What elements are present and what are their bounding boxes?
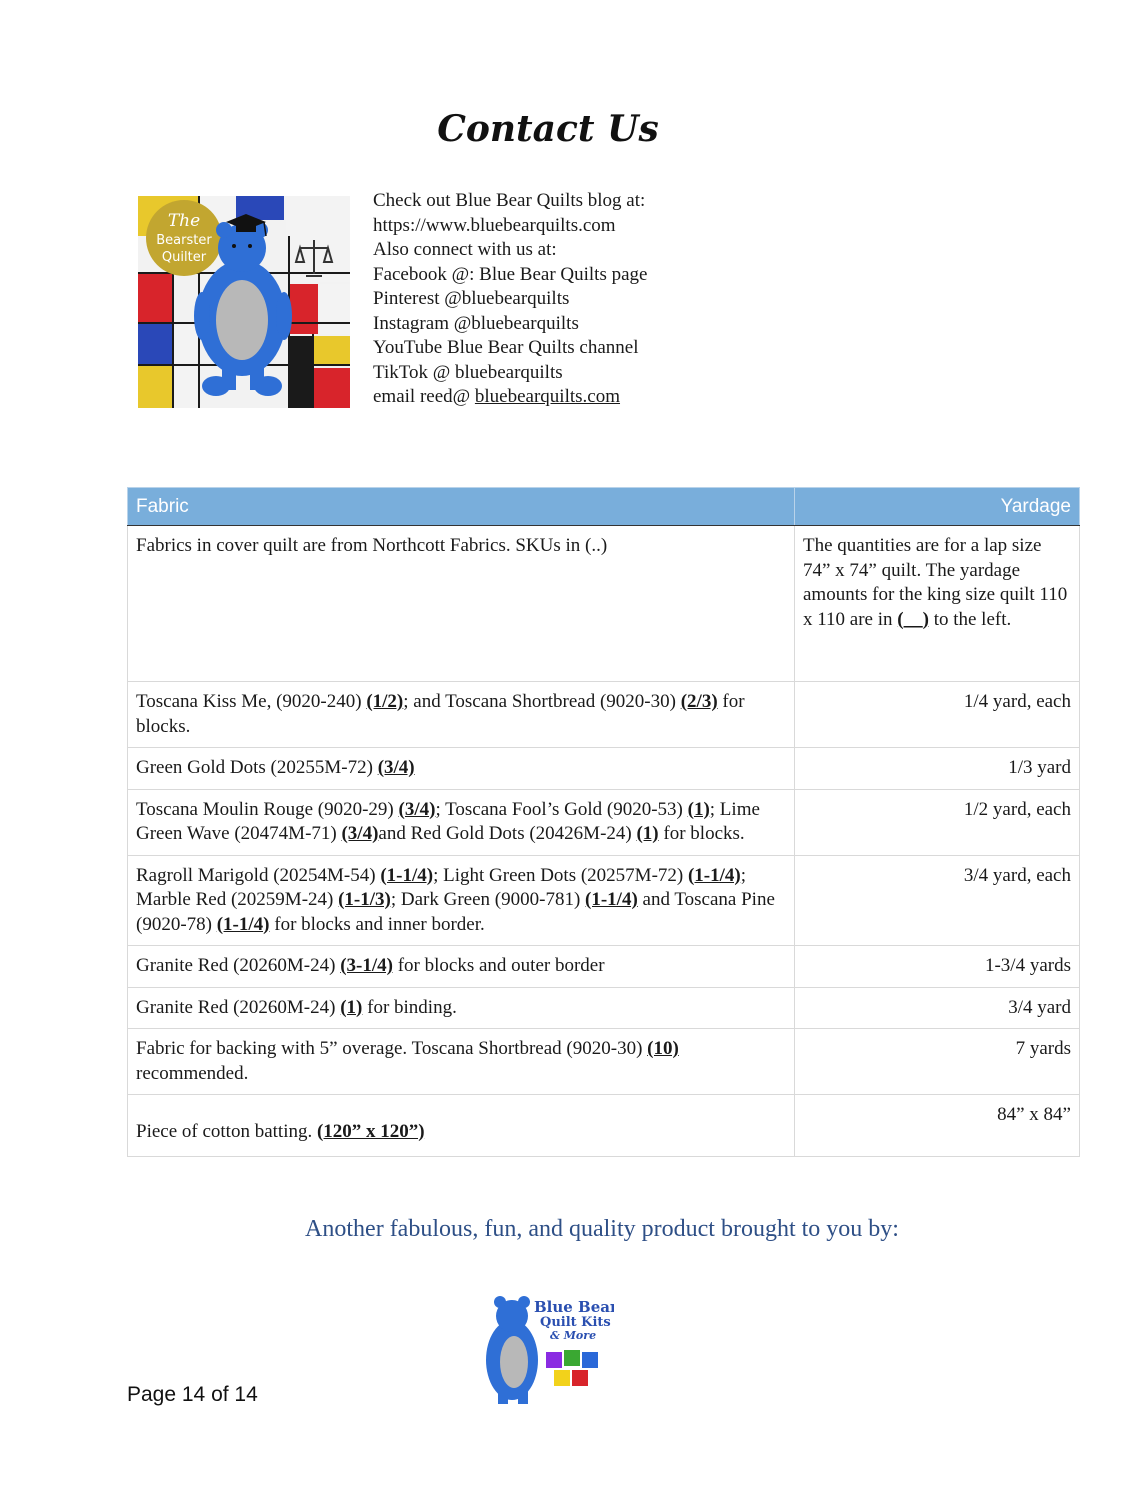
badge-line1: The xyxy=(167,211,201,231)
fabric-text: Toscana Kiss Me, (9020-240) xyxy=(136,691,367,712)
intro-yardage-a: The quantities are for a lap size 74” x 74” quilt. The yardage amounts for the king size quilt 110 x 110 are in xyxy=(803,535,1068,630)
fabric-text: Toscana Moulin Rouge (9020-29) xyxy=(136,798,399,820)
batting-yardage-cell: 84” x 84” xyxy=(795,1095,1080,1157)
badge-line3: Quilter xyxy=(161,250,207,265)
fabric-king-qty: (3/4) xyxy=(341,823,379,844)
fabric-king-qty: (10) xyxy=(647,1038,679,1059)
fabric-king-qty: (1-1/4) xyxy=(216,913,270,935)
table-row-batting xyxy=(128,1095,1080,1157)
intro-yardage-b: (__) xyxy=(897,608,929,630)
fabric-cell xyxy=(128,1029,795,1095)
fabric-text: Granite Red (20260M-24) xyxy=(136,955,341,976)
fabric-king-qty: (1-1/4) xyxy=(687,864,741,886)
fabric-yardage-table xyxy=(127,487,1080,1157)
yardage-cell: 1/2 yard, each xyxy=(795,789,1080,855)
contact-blog-line: Check out Blue Bear Quilts blog at: xyxy=(373,190,646,211)
table-row xyxy=(128,987,1080,1029)
table-row xyxy=(128,789,1080,855)
email-prefix: email reed@ xyxy=(373,386,475,407)
fabric-king-qty: (1-1/4) xyxy=(380,864,434,886)
cubes-icon xyxy=(546,1350,598,1386)
fabric-cell xyxy=(128,987,795,1029)
blue-bear-quilt-kits-logo xyxy=(484,1294,614,1406)
contact-youtube: YouTube Blue Bear Quilts channel xyxy=(373,337,639,358)
contact-info xyxy=(373,189,647,410)
fabric-text: and Red Gold Dots (20426M-24) xyxy=(378,823,637,844)
fabric-text: Fabric for backing with 5” overage. Toscana Shortbread (9020-30) xyxy=(136,1038,648,1059)
logo-line1: Blue Bear xyxy=(534,1298,614,1316)
fabric-text: Granite Red (20260M-24) xyxy=(136,996,341,1018)
contact-instagram: Instagram @bluebearquilts xyxy=(373,312,579,334)
contact-tiktok: TikTok @ bluebearquilts xyxy=(373,361,563,383)
fabric-king-qty: (1-1/4) xyxy=(585,889,638,910)
table-row xyxy=(128,748,1080,790)
yardage-cell: 1/4 yard, each xyxy=(795,682,1080,748)
intro-fabric-cell: Fabrics in cover quilt are from Northcott Fabrics. SKUs in (..) xyxy=(128,526,795,682)
fabric-text: Ragroll Marigold (20254M-54) xyxy=(136,864,381,886)
table-row xyxy=(128,682,1080,748)
fabric-king-qty: (1/2) xyxy=(366,691,404,712)
fabric-cell xyxy=(128,855,795,946)
yardage-cell: 1-3/4 yards xyxy=(795,946,1080,988)
batting-fabric-cell xyxy=(128,1095,795,1157)
fabric-text: for blocks and outer border xyxy=(392,955,605,976)
page-title: Contact Us xyxy=(437,108,659,150)
yardage-cell: 3/4 yard, each xyxy=(795,855,1080,946)
fabric-king-qty: (3-1/4) xyxy=(340,955,393,976)
batting-text: Piece of cotton batting. xyxy=(136,1120,317,1142)
yardage-cell: 3/4 yard xyxy=(795,987,1080,1029)
fabric-text: for blocks and inner border. xyxy=(269,913,485,935)
table-header-row xyxy=(128,488,1080,526)
header-yardage: Yardage xyxy=(795,488,1080,526)
fabric-text: recommended. xyxy=(136,1062,249,1084)
fabric-text: ; Light Green Dots (20257M-72) xyxy=(433,864,688,886)
table-row xyxy=(128,1029,1080,1095)
fabric-text: ; Dark Green (9000-781) xyxy=(390,889,586,910)
table-row-intro xyxy=(128,526,1080,682)
header-fabric: Fabric xyxy=(128,488,795,526)
fabric-text: for binding. xyxy=(362,996,457,1018)
badge-line2: Bearster xyxy=(156,233,212,248)
fabric-king-qty: (1-1/3) xyxy=(338,889,391,910)
intro-yardage-cell xyxy=(795,526,1080,682)
fabric-king-qty: (3/4) xyxy=(398,798,436,820)
page-number: Page 14 of 14 xyxy=(127,1383,258,1406)
email-link[interactable]: bluebearquilts.com xyxy=(474,386,621,407)
bearster-quilter-cover-image xyxy=(138,196,350,408)
fabric-king-qty: (1) xyxy=(340,996,363,1018)
fabric-cell xyxy=(128,789,795,855)
intro-yardage-c: to the left. xyxy=(928,608,1012,630)
fabric-cell xyxy=(128,682,795,748)
fabric-text: and Toscana Pine (9020-78) xyxy=(136,889,775,935)
table-row xyxy=(128,855,1080,946)
logo-line3: & More xyxy=(550,1329,597,1342)
contact-connect-line: Also connect with us at: xyxy=(373,239,557,260)
fabric-king-qty: (1) xyxy=(636,823,659,844)
fabric-text: Green Gold Dots (20255M-72) xyxy=(136,757,378,778)
fabric-king-qty: (1) xyxy=(687,798,710,820)
yardage-cell: 1/3 yard xyxy=(795,748,1080,790)
fabric-text: for blocks. xyxy=(658,823,745,844)
contact-pinterest: Pinterest @bluebearquilts xyxy=(373,288,570,309)
contact-blog-url[interactable]: https://www.bluebearquilts.com xyxy=(373,214,616,236)
fabric-cell xyxy=(128,946,795,988)
fabric-king-qty: (3/4) xyxy=(377,757,415,778)
contact-facebook: Facebook @: Blue Bear Quilts page xyxy=(373,263,648,285)
fabric-king-qty: (2/3) xyxy=(680,691,718,712)
fabric-text: ; Toscana Fool’s Gold (9020-53) xyxy=(435,798,688,820)
fabric-text: ; and Toscana Shortbread (9020-30) xyxy=(403,691,681,712)
contact-email xyxy=(373,385,647,410)
tagline: Another fabulous, fun, and quality product brought to you by: xyxy=(305,1216,899,1242)
fabric-text: ; Lime Green Wave (20474M-71) xyxy=(136,798,760,844)
yardage-cell: 7 yards xyxy=(795,1029,1080,1095)
batting-bold: (120” x 120”) xyxy=(316,1120,425,1142)
fabric-cell xyxy=(128,748,795,790)
fabric-text: ; Marble Red (20259M-24) xyxy=(136,864,747,910)
fabric-text: for blocks. xyxy=(136,691,745,737)
logo-line2: Quilt Kits xyxy=(540,1315,611,1330)
table-row xyxy=(128,946,1080,988)
